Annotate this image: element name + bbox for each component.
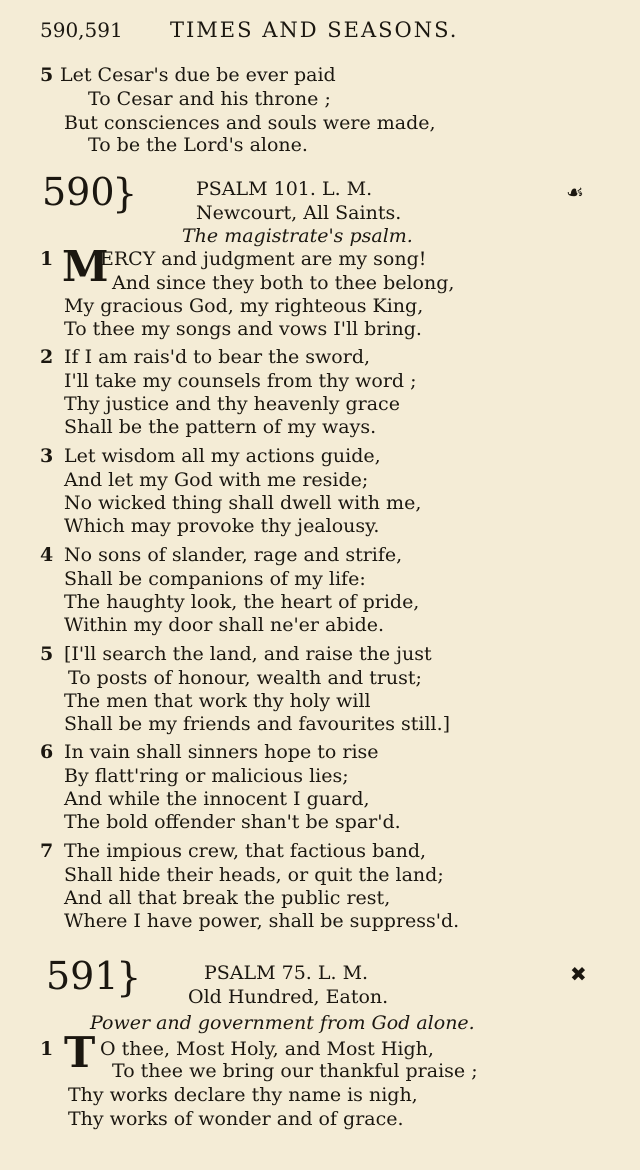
verse-line: Which may provoke thy jealousy. [64,515,380,537]
verse-line: To thee we bring our thankful praise ; [112,1060,478,1082]
verse-line: Shall be my friends and favourites still.] [64,713,451,735]
verse-line: And while the innocent I guard, [64,788,370,810]
hymn-number-591: 591 [46,954,119,998]
verse-line: But consciences and souls were made, [64,112,436,134]
stanza-number: 5 [40,643,54,665]
verse-line: And since they both to thee belong, [112,272,455,294]
stanza-number: 4 [40,544,54,566]
verse-line: To be the Lord's alone. [88,134,308,156]
hymn-subject: Power and government from God alone. [90,1012,475,1034]
verse-line: If I am rais'd to bear the sword, [64,346,371,368]
verse-line: O thee, Most Holy, and Most High, [100,1038,434,1060]
verse-line: In vain shall sinners hope to rise [64,741,379,763]
page-numbers: 590,591 [40,18,123,42]
verse-line: I'll take my counsels from thy word ; [64,370,417,392]
stanza-number: 6 [40,741,54,763]
verse-line: Thy justice and thy heavenly grace [64,393,400,415]
verse-line: ERCY and judgment are my song! [100,248,427,270]
verse-line: The haughty look, the heart of pride, [64,591,420,613]
stanza-number: 1 [40,248,54,270]
verse-line: Shall be companions of my life: [64,568,366,590]
ornament-mark: ☙ [566,180,584,204]
stanza-number: 1 [40,1038,54,1060]
verse-line: And let my God with me reside; [64,469,369,491]
verse-line: The men that work thy holy will [64,690,371,712]
verse-line: The impious crew, that factious band, [64,840,427,862]
verse-line: By flatt'ring or malicious lies; [64,765,349,787]
verse-line: Let wisdom all my actions guide, [64,445,381,467]
verse-line: My gracious God, my righteous King, [64,295,424,317]
psalm-title: PSALM 75. L. M. [204,962,369,984]
running-title: TIMES AND SEASONS. [170,18,459,42]
verse-line: Thy works declare thy name is nigh, [68,1084,418,1106]
verse-line: Shall hide their heads, or quit the land; [64,864,444,886]
verse-line: And all that break the public rest, [64,887,391,909]
verse-line: Within my door shall ne'er abide. [64,614,385,636]
verse-line: No wicked thing shall dwell with me, [64,492,422,514]
verse-line: To thee my songs and vows I'll bring. [64,318,422,340]
hymn-subject: The magistrate's psalm. [182,225,413,247]
ornament-mark: ✖ [570,962,587,986]
tune-names: Old Hundred, Eaton. [188,986,389,1008]
drop-cap: T [64,1028,96,1077]
stanza-number: 2 [40,346,54,368]
verse-line: Where I have power, shall be suppress'd. [64,910,460,932]
tune-names: Newcourt, All Saints. [196,202,402,224]
verse-line: No sons of slander, rage and strife, [64,544,403,566]
verse-line: Thy works of wonder and of grace. [68,1108,404,1130]
brace-ornament: } [116,955,142,1001]
drop-cap: M [62,242,109,291]
verse-line: [I'll search the land, and raise the just [64,643,432,665]
psalm-title: PSALM 101. L. M. [196,178,373,200]
verse-line: Shall be the pattern of my ways. [64,416,377,438]
brace-ornament: } [112,171,138,217]
verse-line: To Cesar and his throne ; [88,88,331,110]
hymn-number-590: 590 [42,170,115,214]
verse-line: The bold offender shan't be spar'd. [64,811,401,833]
stanza-number: 3 [40,445,54,467]
stanza-number: 7 [40,840,54,862]
stanza-number: 5 [40,64,54,86]
verse-line: Let Cesar's due be ever paid [60,64,336,86]
running-header [40,18,600,48]
verse-line: To posts of honour, wealth and trust; [68,667,422,689]
